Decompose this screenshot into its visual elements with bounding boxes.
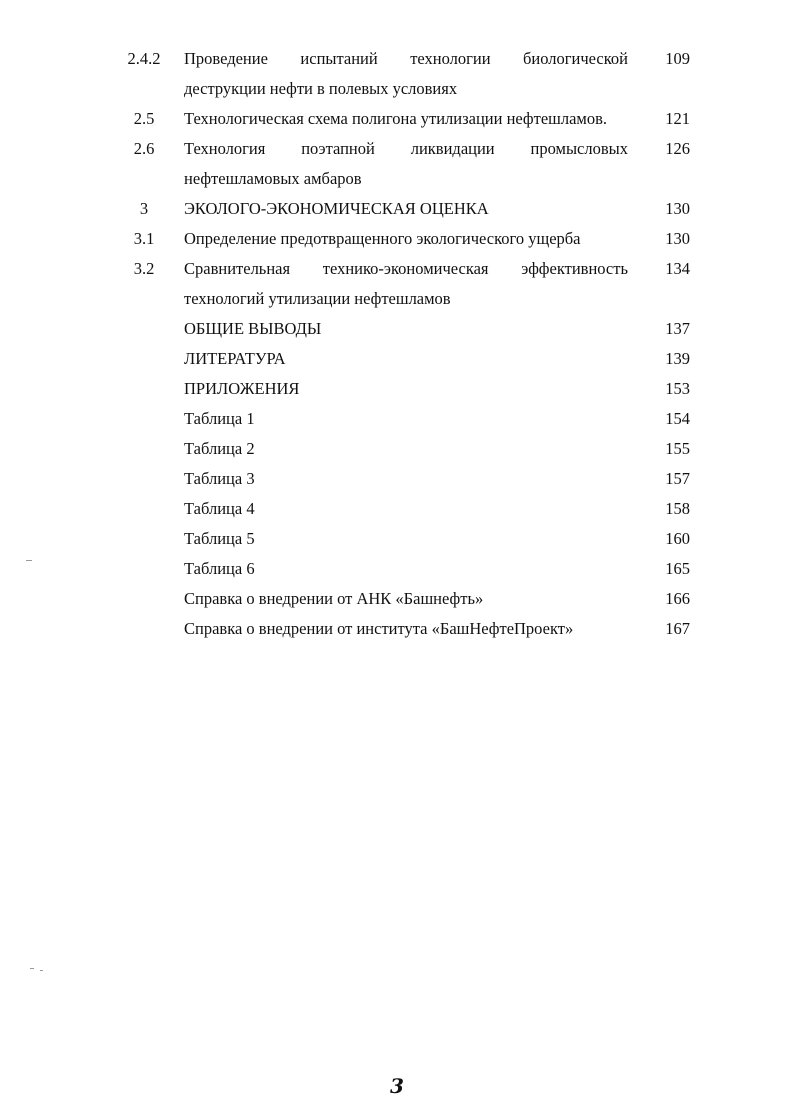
toc-title: Технологическая схема полигона утилизации нефтешламов. — [184, 109, 608, 128]
toc-title: Таблица 2 — [184, 439, 255, 458]
toc-entry — [0, 464, 794, 494]
toc-line — [0, 164, 794, 194]
toc-line — [0, 524, 794, 554]
toc-entry — [0, 434, 794, 464]
page-number: 3 — [390, 1074, 404, 1098]
toc-page-number: 121 — [665, 109, 690, 128]
scan-speck — [26, 560, 32, 561]
toc-page-number: 160 — [665, 529, 690, 548]
toc-title: Таблица 6 — [184, 559, 255, 578]
toc-page-number: 166 — [665, 589, 690, 608]
toc-entry — [0, 584, 794, 614]
toc-line — [0, 404, 794, 434]
toc-page-number: 126 — [665, 139, 690, 158]
toc-line — [0, 74, 794, 104]
toc-title: Таблица 4 — [184, 499, 255, 518]
toc-page-number: 137 — [665, 319, 690, 338]
toc-line — [0, 254, 794, 284]
toc-line — [0, 104, 794, 134]
toc-title: нефтешламовых амбаров — [184, 169, 362, 188]
toc-entry — [0, 194, 794, 224]
toc-page-number: 167 — [665, 619, 690, 638]
toc-page-number: 157 — [665, 469, 690, 488]
toc-entry — [0, 374, 794, 404]
toc-entry — [0, 134, 794, 194]
toc-section-number: 3.1 — [133, 229, 155, 248]
toc-line — [0, 584, 794, 614]
toc-page-number: 165 — [665, 559, 690, 578]
toc-section-number: 3.2 — [133, 259, 155, 278]
toc-entry — [0, 314, 794, 344]
toc-line — [0, 224, 794, 254]
toc-line — [0, 284, 794, 314]
toc-title: Справка о внедрении от института «БашНефтеПроект» — [184, 619, 574, 638]
toc-line — [0, 374, 794, 404]
toc-page-number: 153 — [665, 379, 690, 398]
toc-entry — [0, 614, 794, 644]
toc-title: ЭКОЛОГО-ЭКОНОМИЧЕСКАЯ ОЦЕНКА — [184, 199, 489, 218]
toc-line — [0, 494, 794, 524]
toc-title: деструкции нефти в полевых условиях — [184, 79, 458, 98]
toc-entry — [0, 344, 794, 374]
toc-entry — [0, 104, 794, 134]
toc-title: технологий утилизации нефтешламов — [184, 289, 451, 308]
toc-title: ПРИЛОЖЕНИЯ — [184, 379, 300, 398]
toc-page-number: 134 — [665, 259, 690, 278]
toc-line — [0, 314, 794, 344]
toc-title: ОБЩИЕ ВЫВОДЫ — [184, 319, 322, 338]
toc-title: Таблица 5 — [184, 529, 255, 548]
toc-title: ЛИТЕРАТУРА — [184, 349, 286, 368]
toc-entry — [0, 494, 794, 524]
toc-section-number: 3 — [139, 199, 149, 218]
table-of-contents — [0, 44, 794, 644]
toc-title: Таблица 3 — [184, 469, 255, 488]
toc-line — [0, 614, 794, 644]
toc-line — [0, 554, 794, 584]
toc-page-number: 155 — [665, 439, 690, 458]
toc-line — [0, 134, 794, 164]
toc-page-number: 109 — [665, 49, 690, 68]
toc-entry — [0, 44, 794, 104]
toc-entry — [0, 224, 794, 254]
toc-title: Технология поэтапной ликвидации промысловых — [184, 139, 628, 158]
toc-title: Справка о внедрении от АНК «Башнефть» — [184, 589, 484, 608]
toc-title: Сравнительная технико-экономическая эффективность — [184, 259, 628, 278]
toc-title: Таблица 1 — [184, 409, 255, 428]
toc-section-number: 2.6 — [133, 139, 155, 158]
toc-title: Определение предотвращенного экологического ущерба — [184, 229, 581, 248]
toc-section-number: 2.5 — [133, 109, 155, 128]
toc-page-number: 130 — [665, 229, 690, 248]
toc-entry — [0, 554, 794, 584]
toc-line — [0, 44, 794, 74]
scan-speck — [30, 968, 34, 969]
toc-page-number: 158 — [665, 499, 690, 518]
toc-entry — [0, 254, 794, 314]
toc-title: Проведение испытаний технологии биологической — [184, 49, 628, 68]
toc-page-number: 130 — [665, 199, 690, 218]
toc-line — [0, 194, 794, 224]
scan-speck — [40, 970, 43, 971]
toc-line — [0, 464, 794, 494]
toc-section-number: 2.4.2 — [127, 49, 161, 68]
toc-entry — [0, 404, 794, 434]
toc-entry — [0, 524, 794, 554]
toc-page-number: 154 — [665, 409, 690, 428]
toc-page-number: 139 — [665, 349, 690, 368]
toc-line — [0, 434, 794, 464]
toc-line — [0, 344, 794, 374]
